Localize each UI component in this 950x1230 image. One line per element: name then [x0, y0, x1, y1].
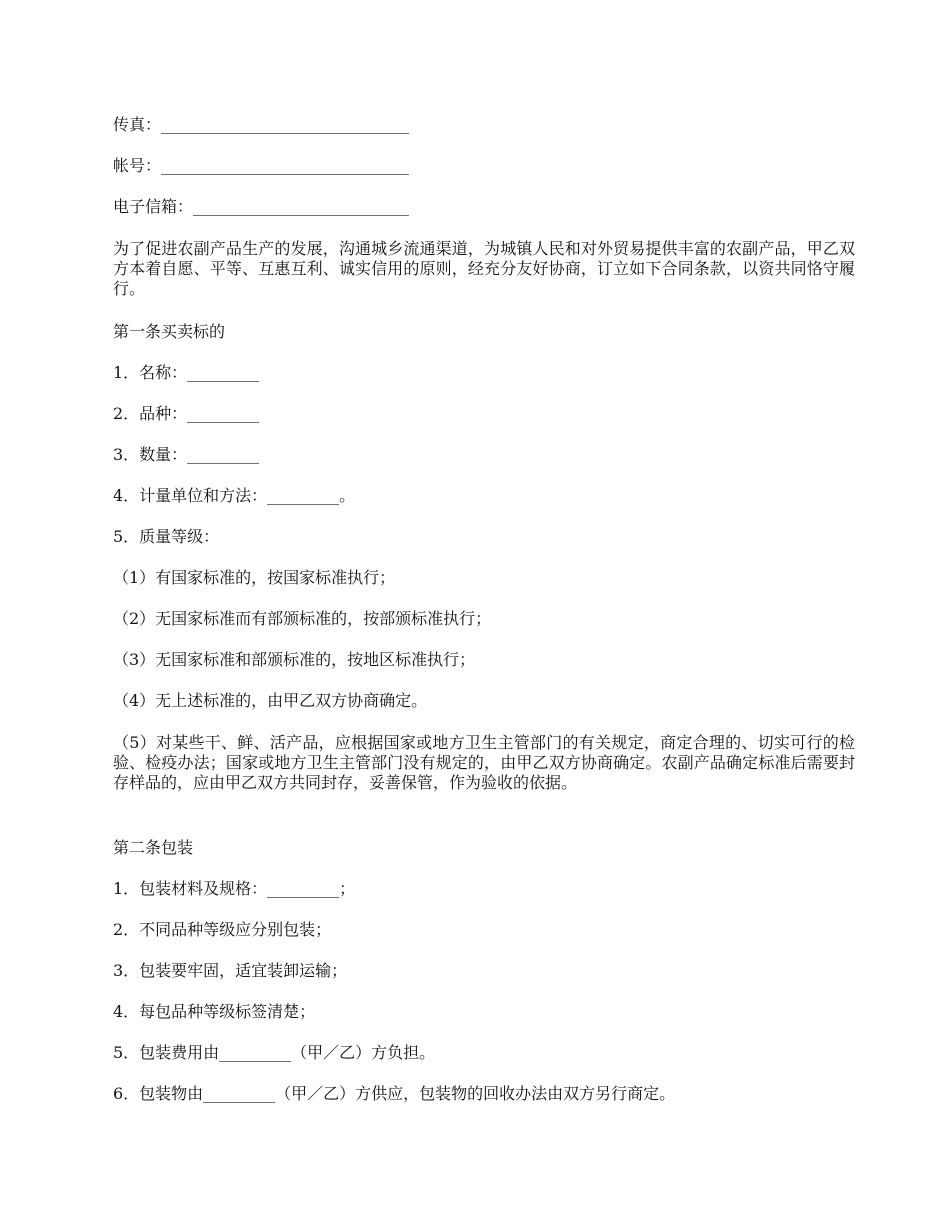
article-1-item-3: 3．数量：_________: [113, 445, 260, 464]
account-line: 帐号：_______________________________: [113, 156, 410, 175]
quality-sub-4: （4）无上述标准的，由甲乙双方协商确定。: [113, 691, 428, 710]
quality-sub-1: （1）有国家标准的，按国家标准执行；: [113, 568, 396, 587]
article-2-item-5: 5．包装费用由_________（甲／乙）方负担。: [113, 1043, 436, 1062]
article-2-item-6: 6．包装物由_________（甲／乙）方供应，包装物的回收办法由双方另行商定。: [113, 1084, 676, 1103]
article-2-title: 第二条包装: [113, 838, 194, 857]
quality-sub-3: （3）无国家标准和部颁标准的，按地区标准执行；: [113, 650, 476, 669]
article-1-item-1: 1．名称：_________: [113, 363, 260, 382]
article-2-item-2: 2．不同品种等级应分别包装；: [113, 920, 332, 939]
article-2-item-3: 3．包装要牢固，适宜装卸运输；: [113, 961, 348, 980]
article-1-item-5: 5．质量等级：: [113, 527, 220, 546]
article-2-item-1: 1．包装材料及规格：_________；: [113, 879, 356, 898]
intro-paragraph: 为了促进农副产品生产的发展，沟通城乡流通渠道，为城镇人民和对外贸易提供丰富的农副产品，甲乙双方本着自愿、平等、互惠互利、诚实信用的原则，经充分友好协商，订立如下合同条款，以资共同恪守履行。: [113, 239, 855, 298]
article-1-item-2: 2．品种：_________: [113, 404, 260, 423]
article-1-item-4: 4．计量单位和方法：_________。: [113, 486, 356, 505]
quality-sub-2: （2）无国家标准而有部颁标准的，按部颁标准执行；: [113, 609, 492, 628]
quality-sub-5: （5）对某些干、鲜、活产品，应根据国家或地方卫生主管部门的有关规定，商定合理的、切实可行的检验、检疫办法；国家或地方卫生主管部门没有规定的，由甲乙双方协商确定。农副产品确定标准后需要封存样品的，应由甲乙双方共同封存，妥善保管，作为验收的依据。: [113, 733, 855, 792]
fax-line: 传真：_______________________________: [113, 115, 410, 134]
article-1-title: 第一条买卖标的: [113, 322, 226, 341]
email-line: 电子信箱：___________________________: [113, 197, 410, 216]
article-2-item-4: 4．每包品种等级标签清楚；: [113, 1002, 316, 1021]
